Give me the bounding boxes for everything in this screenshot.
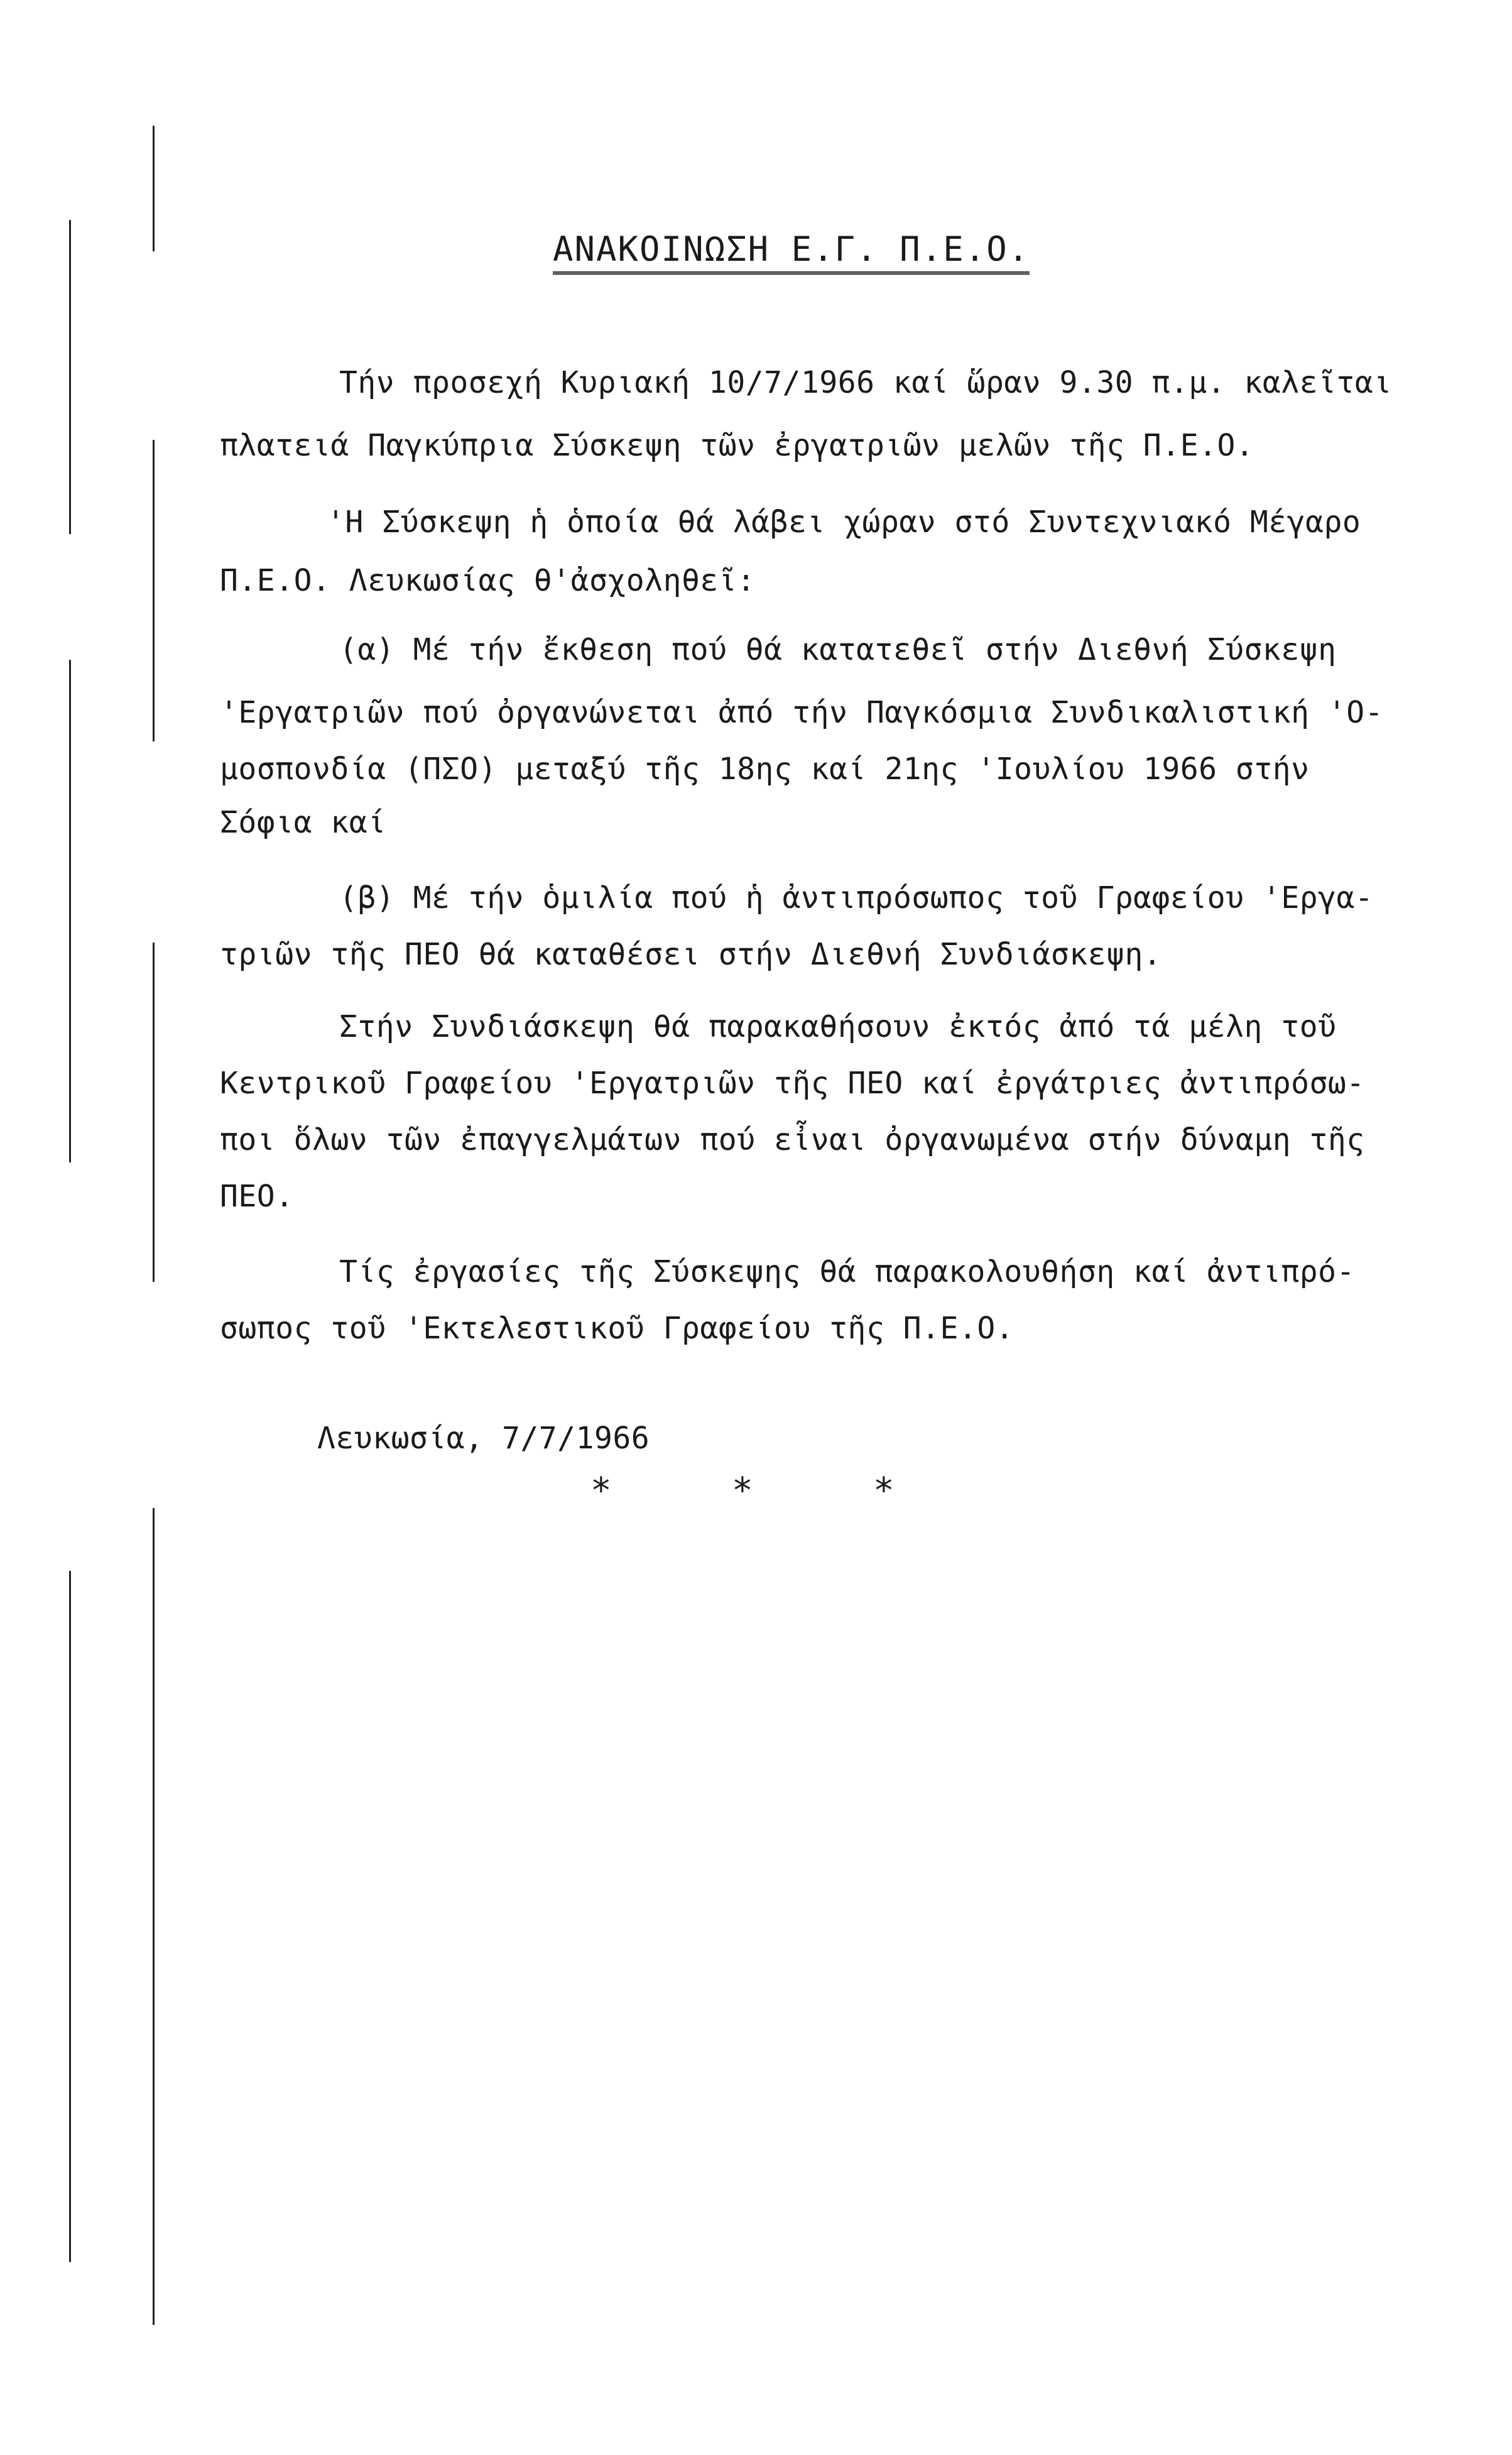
text-line: ΠΕΟ.: [220, 1179, 294, 1214]
text-line: 'Η Σύσκεψη ἡ ὁποία θά λάβει χώραν στό Συντεχνιακό Μέγαρο: [327, 505, 1361, 540]
text-line: τριῶν τῆς ΠΕΟ θά καταθέσει στήν Διεθνή Συνδιάσκεψη.: [220, 937, 1162, 972]
text-line: Τήν προσεχή Κυριακή 10/7/1966 καί ὥραν 9.30 π.μ. καλεῖται: [339, 365, 1392, 400]
text-line: μοσπονδία (ΠΣΟ) μεταξύ τῆς 18ης καί 21ης 'Ιουλίου 1966 στήν: [220, 752, 1310, 787]
scan-edge-line: [153, 943, 155, 1282]
text-line: Π.Ε.Ο. Λευκωσίας θ'ἀσχοληθεῖ:: [220, 563, 756, 598]
text-line: Κεντρικοῦ Γραφείου 'Εργατριῶν τῆς ΠΕΟ καί ἐργάτριες ἀντιπρόσω-: [220, 1066, 1365, 1101]
date-line: Λευκωσία, 7/7/1966: [317, 1421, 650, 1456]
document-title: ΑΝΑΚΟΙΝΩΣΗ Ε.Γ. Π.Ε.Ο.: [553, 229, 1030, 275]
scan-edge-line: [69, 660, 71, 1162]
text-line: Τίς ἐργασίες τῆς Σύσκεψης θά παρακολουθήση καί ἀντιπρό-: [339, 1254, 1355, 1289]
text-line: σωπος τοῦ 'Εκτελεστικοῦ Γραφείου τῆς Π.Ε.Ο.: [220, 1311, 1014, 1346]
closing-stars: [0, 1470, 1512, 1521]
text-line: (α) Μέ τήν ἔκθεση πού θά κατατεθεῖ στήν Διεθνή Σύσκεψη: [339, 632, 1337, 667]
text-line: Σόφια καί: [220, 805, 386, 840]
text-line: Στήν Συνδιάσκεψη θά παρακαθήσουν ἐκτός ἀπό τά μέλη τοῦ: [339, 1009, 1337, 1044]
text-line: ποι ὅλων τῶν ἐπαγγελμάτων πού εἶναι ὀργανωμένα στήν δύναμη τῆς: [220, 1122, 1365, 1157]
text-line: πλατειά Παγκύπρια Σύσκεψη τῶν ἐργατριῶν μελῶν τῆς Π.Ε.Ο.: [220, 428, 1254, 463]
star-mark: *: [732, 1470, 753, 1511]
text-line: 'Εργατριῶν πού ὀργανώνεται ἀπό τήν Παγκόσμια Συνδικαλιστική 'Ο-: [220, 695, 1384, 730]
text-line: (β) Μέ τήν ὁμιλία πού ἡ ἀντιπρόσωπος τοῦ Γραφείου 'Εργα-: [339, 880, 1374, 916]
star-mark: *: [590, 1470, 612, 1511]
scan-edge-line: [153, 440, 155, 741]
star-mark: *: [873, 1470, 895, 1511]
scan-edge-line: [153, 1508, 155, 2325]
scan-edge-line: [153, 126, 155, 251]
scan-edge-line: [69, 220, 71, 534]
scan-edge-line: [69, 1571, 71, 2262]
